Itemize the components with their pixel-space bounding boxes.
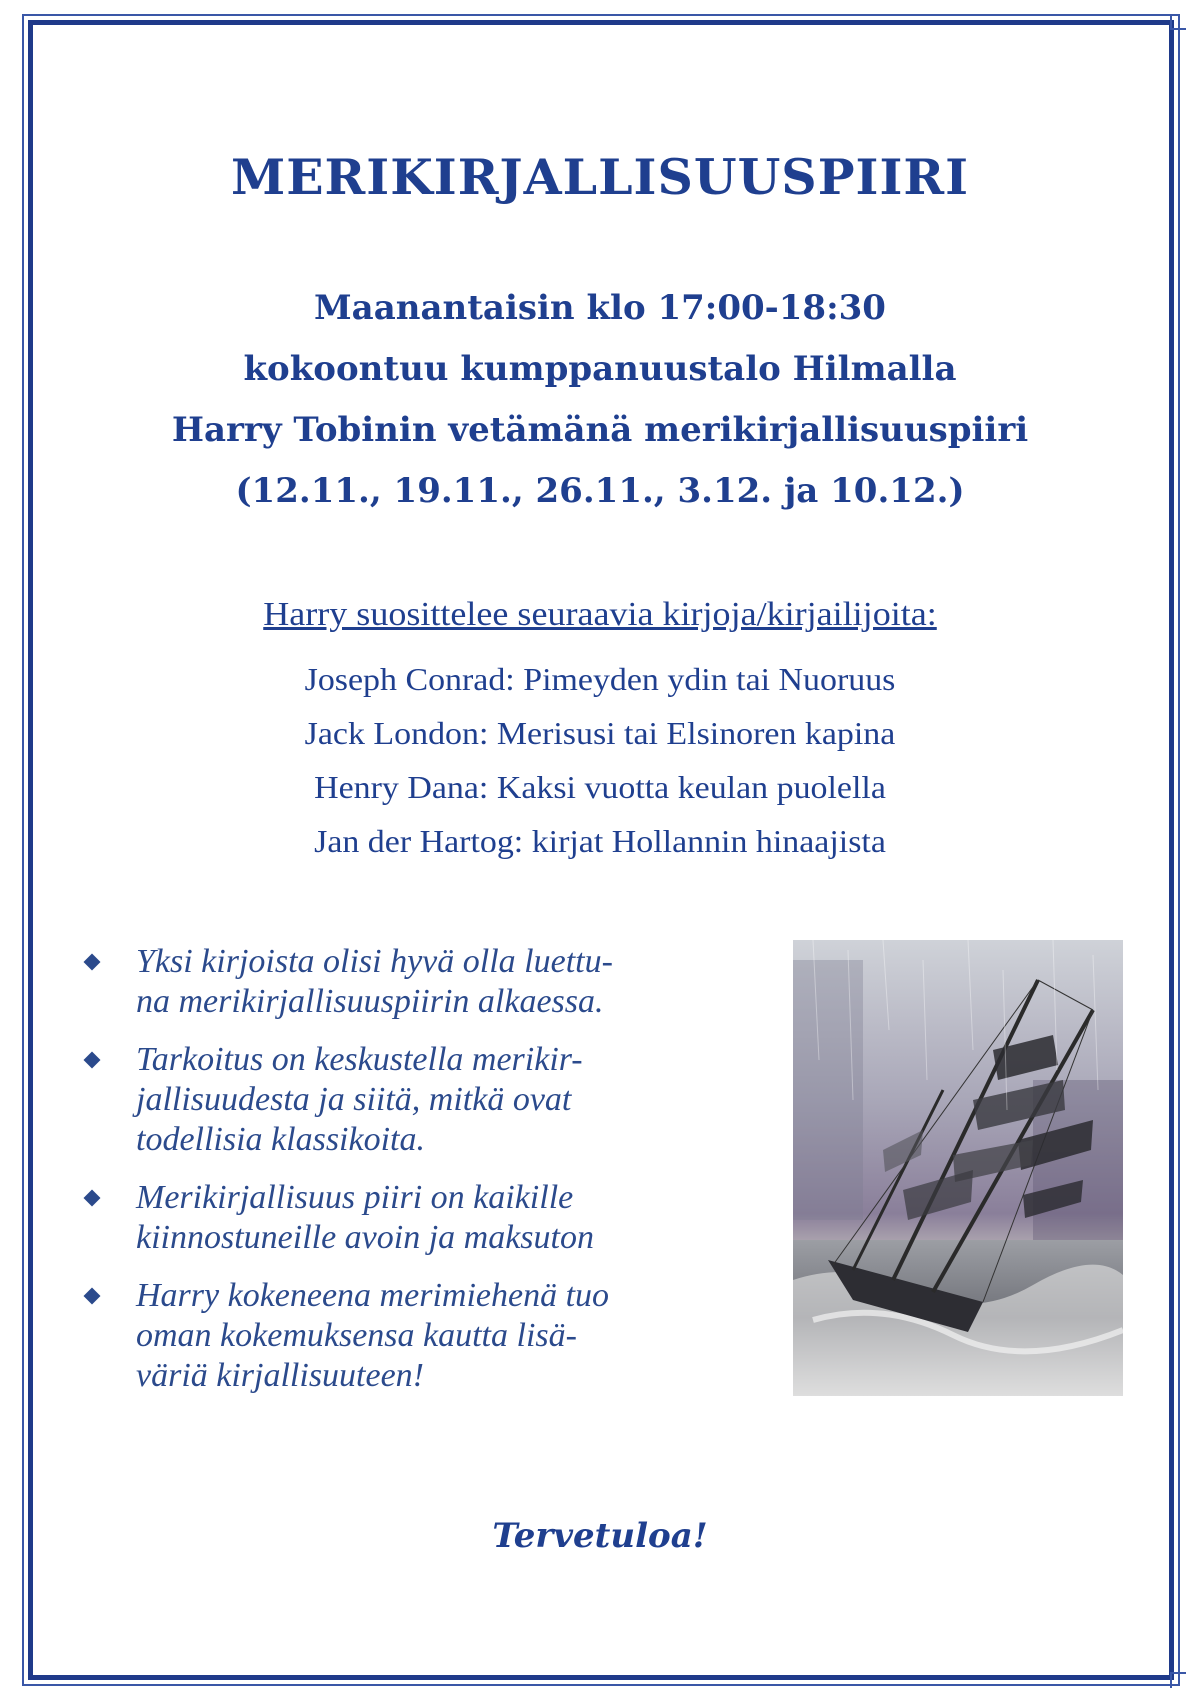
book-item: Joseph Conrad: Pimeyden ydin tai Nuoruus <box>304 661 896 697</box>
info-bullet-list <box>84 942 764 1414</box>
recommendations-heading: Harry suosittelee seuraavia kirjoja/kirjailijoita: <box>263 596 937 633</box>
sailing-ship-image <box>793 940 1123 1396</box>
schedule-line-time: Maanantaisin klo 17:00-18:30 <box>314 288 886 328</box>
schedule-line-place: kokoontuu kumppanuustalo Hilmalla <box>243 349 957 389</box>
page-title: MERIKIRJALLISUUSPIIRI <box>230 148 970 206</box>
schedule-line-host: Harry Tobinin vetämänä merikirjallisuuspiiri <box>171 410 1029 450</box>
book-item: Henry Dana: Kaksi vuotta keulan puolella <box>314 769 886 805</box>
schedule-line-dates: (12.11., 19.11., 26.11., 3.12. ja 10.12.) <box>235 471 965 511</box>
frame-corner-bottom-right <box>1170 1672 1186 1688</box>
info-bullet <box>84 1040 764 1160</box>
schedule-block <box>0 278 1200 522</box>
info-bullet-text: Merikirjallisuus piiri on kaikille kiinnostuneille avoin ja maksuton <box>136 1179 594 1256</box>
diamond-icon <box>84 954 101 971</box>
welcome-text: Tervetuloa! <box>492 1516 708 1556</box>
info-bullet-text: Yksi kirjoista olisi hyvä olla luettu- na merikirjallisuuspiirin alkaessa. <box>136 943 613 1020</box>
info-bullet <box>84 1178 764 1258</box>
info-bullet <box>84 942 764 1022</box>
info-bullet-text: Tarkoitus on keskustella merikir- jallisuudesta ja siitä, mitkä ovat todellisia klassikoita. <box>136 1041 583 1158</box>
book-item: Jack London: Merisusi tai Elsinoren kapina <box>304 715 896 751</box>
diamond-icon <box>84 1288 101 1305</box>
info-bullet-text: Harry kokeneena merimiehenä tuo oman kokemuksensa kautta lisä- väriä kirjallisuuteen! <box>136 1277 610 1394</box>
frame-corner-top-right <box>1170 14 1186 30</box>
diamond-icon <box>84 1052 101 1069</box>
diamond-icon <box>84 1190 101 1207</box>
info-bullet <box>84 1276 764 1396</box>
book-list <box>0 652 1200 868</box>
book-item: Jan der Hartog: kirjat Hollannin hinaajista <box>314 823 886 859</box>
